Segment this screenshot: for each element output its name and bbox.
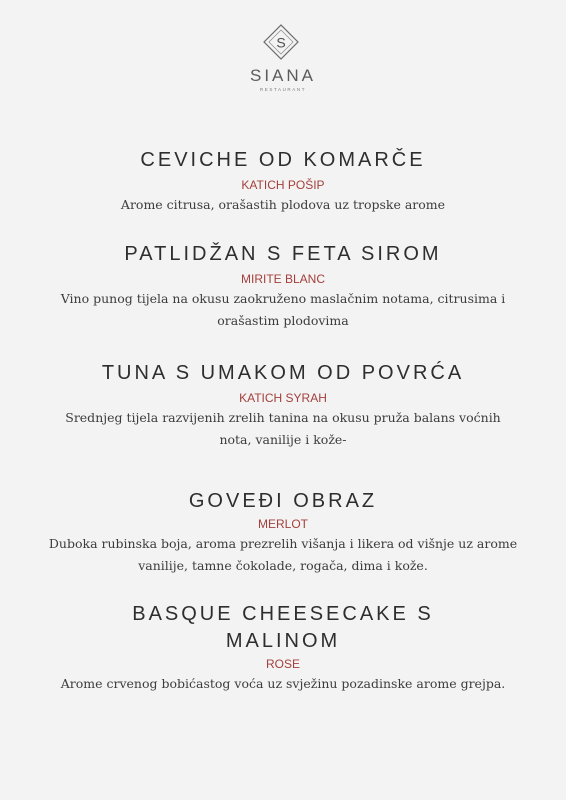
wine-pairing: MERLOT <box>257 517 308 531</box>
dish-description: Arome crvenog bobićastog voća uz svježinu pozadinske arome grejpa. <box>60 676 506 691</box>
wine-pairing: KATICH POŠIP <box>241 178 325 192</box>
dish-name: GOVEĐI OBRAZ <box>188 490 378 512</box>
wine-pairing: KATICH SYRAH <box>239 391 327 405</box>
menu-item-patlidzan <box>40 242 526 332</box>
menu-item-govedi-obraz <box>40 489 526 577</box>
logo-letter: S <box>276 34 286 51</box>
dish-name: TUNA S UMAKOM OD POVRĆA <box>101 362 465 384</box>
wine-pairing: ROSE <box>265 657 300 671</box>
brand-name: SIANA <box>249 66 317 85</box>
menu-item-ceviche <box>40 148 526 216</box>
dish-name: BASQUE CHEESECAKE S MALINOM <box>132 603 434 652</box>
wine-pairing: MIRITE BLANC <box>240 272 325 286</box>
siana-logo-icon <box>261 22 301 62</box>
dish-name: PATLIDŽAN S FETA SIROM <box>124 243 442 265</box>
menu-item-tuna <box>40 361 526 451</box>
dish-description: Duboka rubinska boja, aroma prezrelih višanja i likera od višnje uz arome vanilije, tamne čokolade, rogača, dima i kože. <box>48 536 518 573</box>
dish-description: Arome citrusa, orašastih plodova uz tropske arome <box>120 197 446 212</box>
dish-name: CEVICHE OD KOMARČE <box>140 149 426 171</box>
dish-description: Srednjeg tijela razvijenih zrelih tanina na okusu pruža balans voćnih nota, vanilije i kože- <box>65 410 501 447</box>
dish-description: Vino punog tijela na okusu zaokruženo maslačnim notama, citrusima i orašastim plodovima <box>60 291 506 328</box>
menu-item-basque-cheesecake <box>40 601 526 695</box>
brand-subtitle: RESTAURANT <box>259 87 307 92</box>
